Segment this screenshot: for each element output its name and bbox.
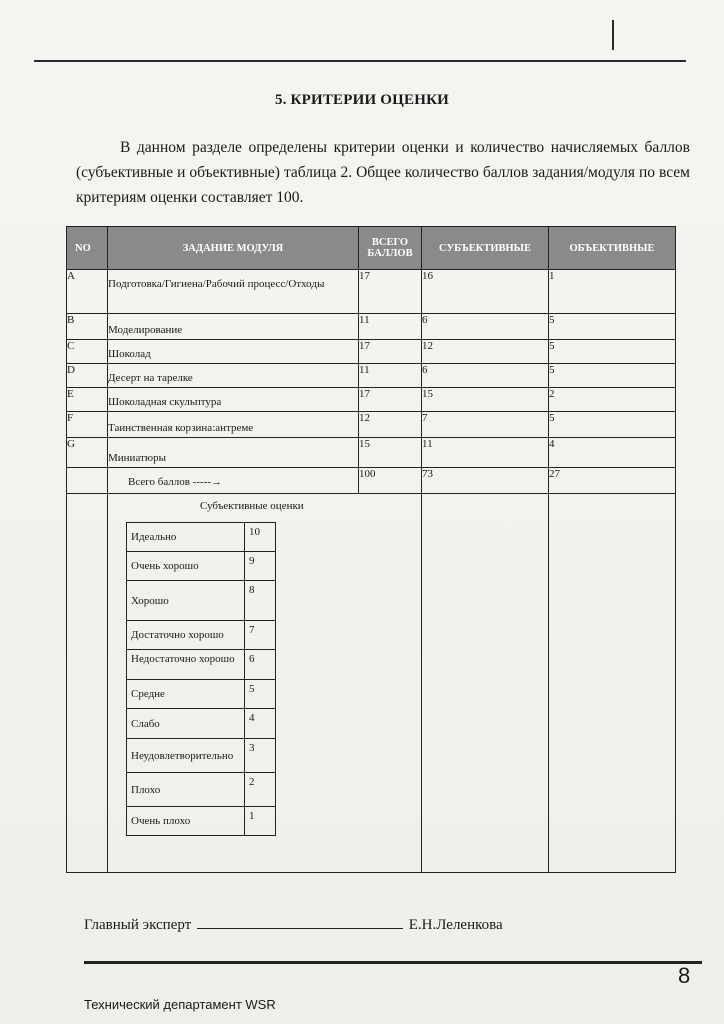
signature-name: Е.Н.Леленкова: [408, 917, 503, 933]
scale-score: 4: [245, 709, 276, 739]
scale-row: [127, 621, 276, 650]
scale-label: Достаточно хорошо: [127, 621, 245, 650]
page-number: 8: [678, 963, 691, 988]
table-row: [67, 340, 676, 364]
row-total: 12: [359, 412, 422, 438]
header-module: ЗАДАНИЕ МОДУЛЯ: [108, 227, 359, 270]
subjective-title: Субъективные оценки: [200, 500, 304, 512]
intro-paragraph: [76, 135, 690, 210]
table-header-row: [67, 227, 676, 270]
scale-score: 9: [245, 552, 276, 581]
row-subjective: 6: [422, 314, 549, 340]
intro-text: В данном разделе определены критерии оценки и количество начисляемых баллов (субъективные и объективные) таблица 2. Общее количество баллов задания/модуля по всем критериям оценки составляет 100.: [76, 139, 690, 206]
row-total: 11: [359, 314, 422, 340]
subjective-scale-table: [126, 522, 276, 836]
total-subjective: 73: [422, 468, 549, 494]
row-subjective: 15: [422, 388, 549, 412]
scale-sub-cell: [422, 494, 549, 873]
row-no: E: [67, 388, 108, 412]
scale-score: 1: [245, 807, 276, 836]
scale-label: Неудовлетворительно: [127, 739, 245, 773]
scale-label: Очень хорошо: [127, 552, 245, 581]
criteria-table: [66, 226, 676, 873]
scale-score: 7: [245, 621, 276, 650]
table-row: [67, 314, 676, 340]
scale-row: [127, 581, 276, 621]
scale-label: Слабо: [127, 709, 245, 739]
row-no: A: [67, 270, 108, 314]
scale-row: [127, 650, 276, 680]
scale-score: 8: [245, 581, 276, 621]
row-total: 17: [359, 340, 422, 364]
table-row: [67, 388, 676, 412]
signature-block: [84, 914, 503, 934]
scale-score: 6: [245, 650, 276, 680]
scale-label: Хорошо: [127, 581, 245, 621]
scale-label: Очень плохо: [127, 807, 245, 836]
section-title: 5. КРИТЕРИИ ОЦЕНКИ: [274, 92, 450, 108]
scale-row: [127, 680, 276, 709]
scale-row: [127, 709, 276, 739]
header-objective: ОБЪЕКТИВНЫЕ: [549, 227, 676, 270]
footer-rule: [84, 961, 702, 964]
top-margin-tick: [612, 20, 614, 50]
row-no: C: [67, 340, 108, 364]
scale-score: 2: [245, 773, 276, 807]
scale-no-cell: [67, 494, 108, 873]
row-objective: 5: [549, 314, 676, 340]
scale-row: [127, 773, 276, 807]
scale-score: 10: [245, 523, 276, 552]
row-subjective: 7: [422, 412, 549, 438]
total-no: [67, 468, 108, 494]
table-row: [67, 412, 676, 438]
row-total: 11: [359, 364, 422, 388]
header-no: NO: [67, 227, 108, 270]
row-name: Моделирование: [108, 314, 359, 340]
row-objective: 5: [549, 412, 676, 438]
scale-score: 3: [245, 739, 276, 773]
footer-text: Технический департамент WSR: [84, 997, 276, 1012]
total-label: Всего баллов -----→: [108, 468, 359, 494]
header-subjective: СУБЪЕКТИВНЫЕ: [422, 227, 549, 270]
row-objective: 5: [549, 340, 676, 364]
row-name: Шоколадная скульптура: [108, 388, 359, 412]
row-subjective: 11: [422, 438, 549, 468]
row-name: Подготовка/Гигиена/Рабочий процесс/Отходы: [108, 270, 359, 314]
row-subjective: 16: [422, 270, 549, 314]
header-rule: [34, 60, 686, 62]
row-no: D: [67, 364, 108, 388]
row-total: 17: [359, 270, 422, 314]
table-row: [67, 438, 676, 468]
header-total: ВСЕГО БАЛЛОВ: [359, 227, 422, 270]
row-name: Шоколад: [108, 340, 359, 364]
row-name: Десерт на тарелке: [108, 364, 359, 388]
row-total: 17: [359, 388, 422, 412]
total-objective: 27: [549, 468, 676, 494]
total-total: 100: [359, 468, 422, 494]
scale-row: [127, 807, 276, 836]
row-name: Миниатюры: [108, 438, 359, 468]
scale-row: [127, 552, 276, 581]
row-objective: 5: [549, 364, 676, 388]
signature-label: Главный эксперт: [84, 917, 192, 933]
table-total-row: [67, 468, 676, 494]
signature-line: [197, 914, 403, 929]
scale-score: 5: [245, 680, 276, 709]
row-subjective: 12: [422, 340, 549, 364]
row-no: G: [67, 438, 108, 468]
scale-label: Идеально: [127, 523, 245, 552]
scale-label: Недостаточно хорошо: [127, 650, 245, 680]
subjective-scale-row: [67, 494, 676, 873]
scale-obj-cell: [549, 494, 676, 873]
row-total: 15: [359, 438, 422, 468]
scale-row: [127, 523, 276, 552]
scale-label: Средне: [127, 680, 245, 709]
row-name: Таинственная корзина:антреме: [108, 412, 359, 438]
scale-label: Плохо: [127, 773, 245, 807]
row-no: B: [67, 314, 108, 340]
row-objective: 2: [549, 388, 676, 412]
row-no: F: [67, 412, 108, 438]
row-subjective: 6: [422, 364, 549, 388]
row-objective: 1: [549, 270, 676, 314]
table-row: [67, 364, 676, 388]
row-objective: 4: [549, 438, 676, 468]
table-row: [67, 270, 676, 314]
scale-cell: [108, 494, 422, 873]
scale-row: [127, 739, 276, 773]
